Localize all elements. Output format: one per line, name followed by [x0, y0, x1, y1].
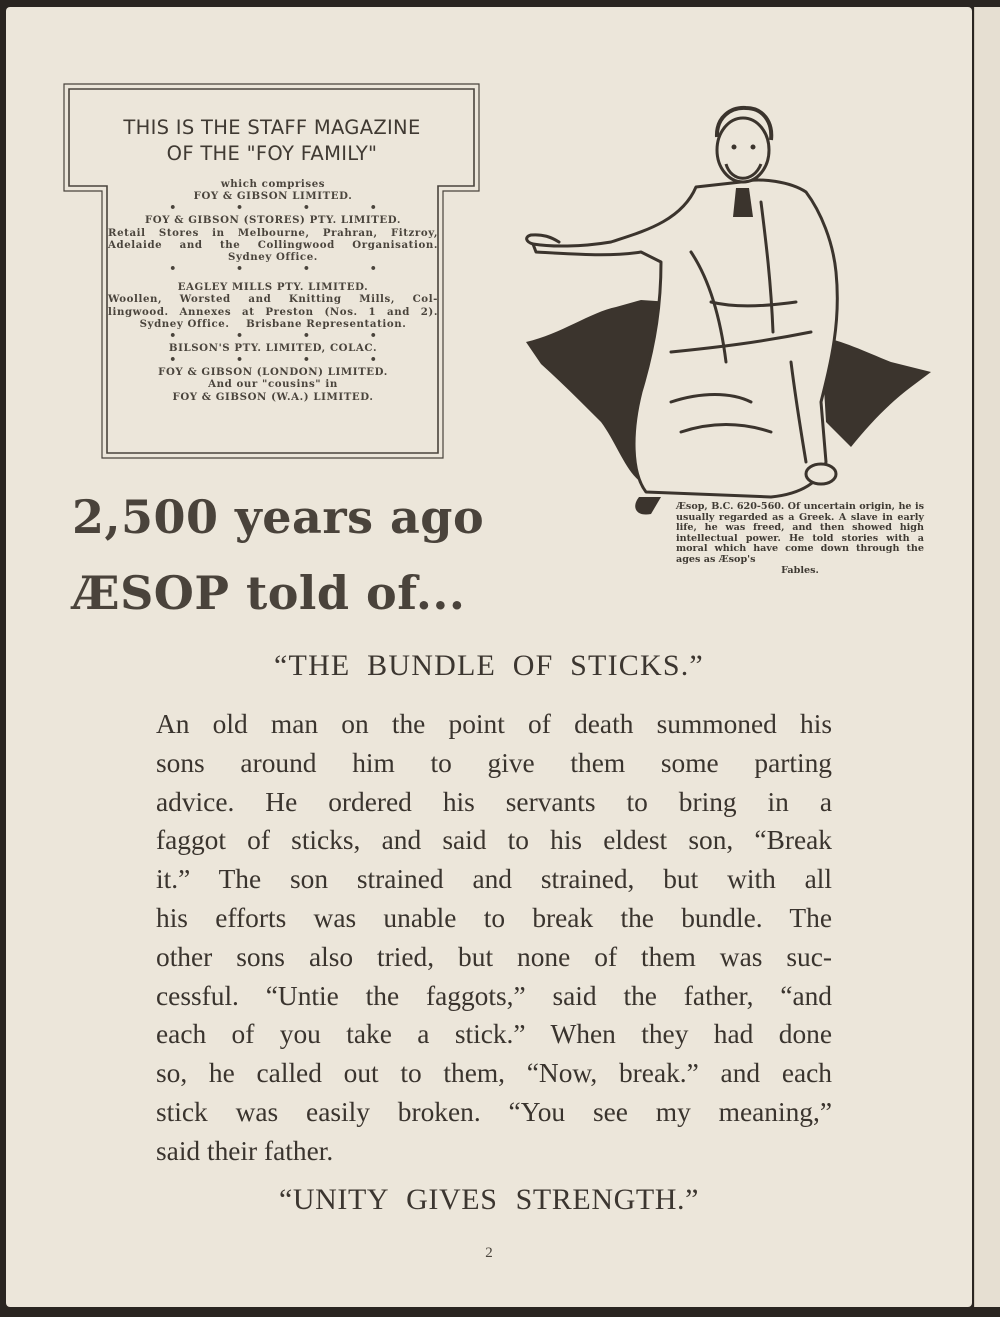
masthead-title: [62, 115, 482, 167]
divider-dots: • • • •: [169, 262, 405, 276]
company-foy-gibson: FOY & GIBSON LIMITED.: [193, 190, 353, 203]
headline-line-1: 2,500 years ago: [72, 490, 485, 544]
story-line: said their father.: [156, 1135, 334, 1166]
story-line: his efforts was unable to break the bundle. The: [156, 902, 832, 933]
headline: [72, 479, 484, 631]
company-description: Sydney Office.: [228, 251, 318, 264]
masthead-company-list: [108, 178, 438, 403]
page-number: 2: [485, 1245, 493, 1261]
story-line: An old man on the point of death summoned his: [156, 709, 832, 739]
divider-dots: • • • •: [169, 201, 405, 215]
caption-last-line: Fables.: [781, 564, 819, 576]
story-line: cessful. “Untie the faggots,” said the father, “and: [156, 980, 832, 1011]
story-line: it.” The son strained and strained, but with all: [156, 864, 832, 895]
story-line: faggot of sticks, and said to his eldest son, “Break: [156, 825, 832, 856]
divider-dots: • • • •: [169, 353, 405, 367]
story-line: advice. He ordered his servants to bring in a: [156, 786, 832, 817]
company-foy-gibson-stores: FOY & GIBSON (STORES) PTY. LIMITED.: [144, 214, 402, 227]
divider-dots: • • • •: [169, 329, 405, 343]
company-foy-gibson-wa: FOY & GIBSON (W.A.) LIMITED.: [172, 390, 374, 403]
company-foy-gibson-london: FOY & GIBSON (LONDON) LIMITED.: [158, 366, 388, 379]
caption-text: Æsop, B.C. 620-560. Of uncertain origin, he is usually regarded as a Greek. A slave in early life, he was freed, and then showed high intellectual power. He told stories with a moral which have come down through the ages as Æsop's: [676, 501, 924, 565]
company-description: Retail Stores in Melbourne, Prahran, Fitzroy,: [108, 226, 438, 239]
story-body: [156, 705, 832, 1171]
story-line: each of you take a stick.” When they had done: [156, 1019, 832, 1050]
cousins-intro: And our "cousins" in: [208, 378, 338, 391]
story-line: other sons also tried, but none of them was suc-: [156, 941, 832, 972]
company-eagley-mills: EAGLEY MILLS PTY. LIMITED.: [177, 281, 369, 294]
company-description: Adelaide and the Collingwood Organisation.: [108, 238, 438, 251]
adjacent-page-edge: [974, 7, 1000, 1307]
story-line: stick was easily broken. “You see my meaning,”: [156, 1096, 832, 1127]
aesop-illustration: [521, 102, 941, 522]
aesop-caption: [676, 502, 924, 576]
story-line: so, he called out to them, “Now, break.” and each: [156, 1058, 832, 1089]
company-description: Woollen, Worsted and Knitting Mills, Col-: [108, 293, 438, 306]
company-bilsons: BILSON'S PTY. LIMITED, COLAC.: [168, 342, 378, 355]
company-description: lingwood. Annexes at Preston (Nos. 1 and 2).: [108, 305, 438, 318]
magazine-page: [6, 7, 972, 1307]
headline-line-2: ÆSOP told of...: [72, 566, 466, 620]
story-moral: “UNITY GIVES STRENGTH.”: [278, 1183, 700, 1216]
story-title: “THE BUNDLE OF STICKS.”: [274, 649, 704, 682]
masthead-title-line-1: THIS IS THE STAFF MAGAZINE: [123, 116, 421, 139]
masthead-title-line-2: OF THE "FOY FAMILY": [166, 142, 378, 165]
company-description: Sydney Office. Brisbane Representation.: [139, 317, 407, 330]
story-line: sons around him to give them some parting: [156, 747, 832, 778]
intro-text: which comprises: [220, 178, 326, 190]
